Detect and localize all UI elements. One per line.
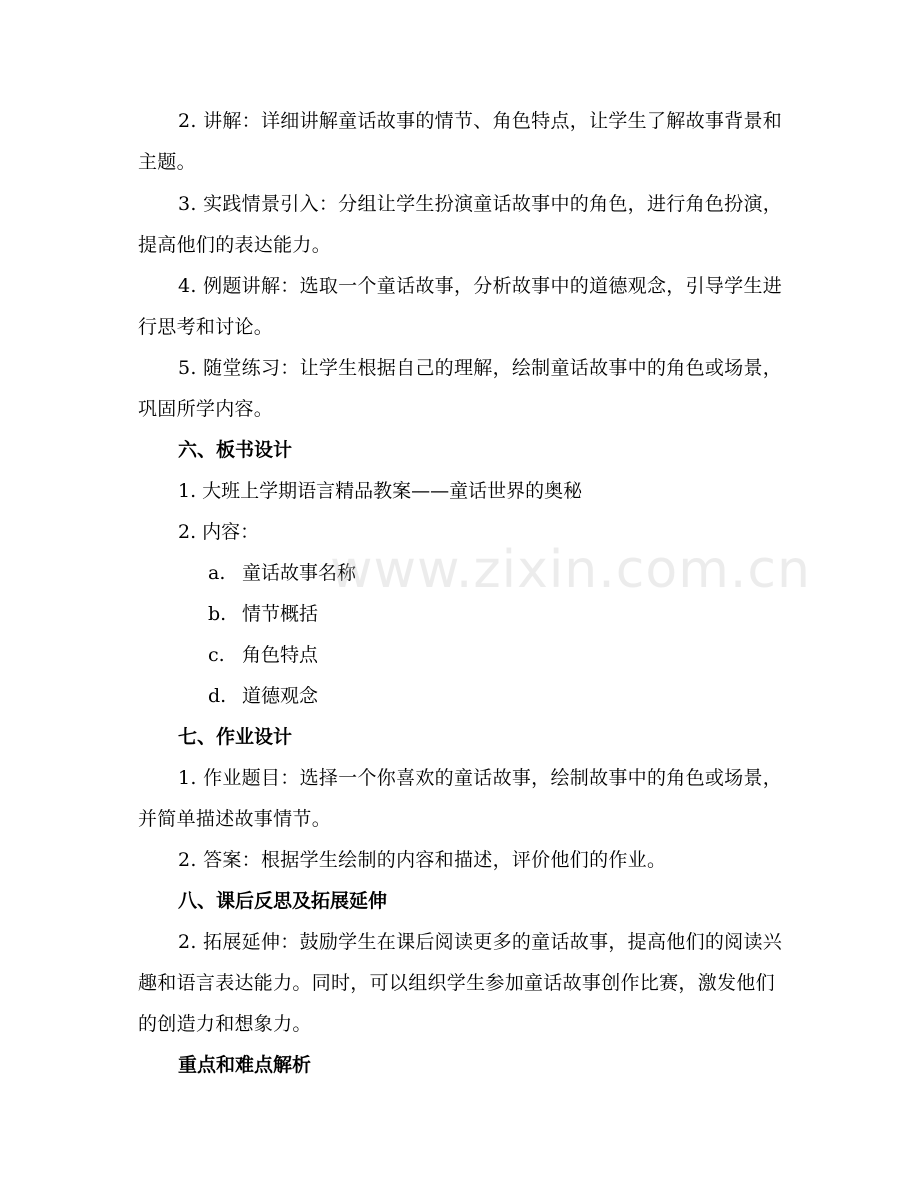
- content-subitem: [208, 635, 318, 676]
- subitem-marker: c.: [208, 644, 225, 666]
- subitem-text: 童话故事名称: [242, 562, 357, 584]
- subitem-text: 道德观念: [242, 685, 319, 707]
- content-subitem: [208, 594, 318, 635]
- subitem-marker: a.: [208, 562, 226, 584]
- subitem-text: 情节概括: [242, 603, 319, 625]
- paragraph-example: 4. 例题讲解：选取一个童话故事，分析故事中的道德观念，引导学生进行思考和讨论。: [138, 275, 783, 338]
- paragraph-practice-scenario: 3. 实践情景引入：分组让学生扮演童话故事中的角色，进行角色扮演，提高他们的表达能力。: [138, 193, 783, 256]
- extension-item-2: 2. 拓展延伸：鼓励学生在课后阅读更多的童话故事，提高他们的阅读兴趣和语言表达能力。同时，可以组织学生参加童话故事创作比赛，激发他们的创造力和想象力。: [138, 931, 783, 1035]
- homework-item-1: 1. 作业题目：选择一个你喜欢的童话故事，绘制故事中的角色或场景，并简单描述故事情节。: [138, 767, 783, 830]
- paragraph-exercise: 5. 随堂练习：让学生根据自己的理解，绘制童话故事中的角色或场景，巩固所学内容。: [138, 357, 783, 420]
- board-design-item-2: 2. 内容：: [178, 521, 260, 543]
- subitem-text: 角色特点: [242, 644, 319, 666]
- content-subitem: [208, 676, 318, 717]
- board-design-item-1: 1. 大班上学期语言精品教案——童话世界的奥秘: [178, 480, 583, 502]
- homework-item-2: 2. 答案：根据学生绘制的内容和描述，评价他们的作业。: [178, 849, 667, 871]
- section-heading-reflection: 八、课后反思及拓展延伸: [178, 890, 388, 912]
- subitem-marker: b.: [208, 603, 227, 625]
- section-heading-board-design: 六、板书设计: [178, 439, 293, 461]
- paragraph-explanation: 2. 讲解：详细讲解童话故事的情节、角色特点，让学生了解故事背景和主题。: [138, 110, 783, 173]
- section-heading-key-points: 重点和难点解析: [178, 1054, 312, 1076]
- subitem-marker: d.: [208, 685, 227, 707]
- section-heading-homework: 七、作业设计: [178, 726, 293, 748]
- watermark: www.zixin.com.cn: [330, 540, 811, 600]
